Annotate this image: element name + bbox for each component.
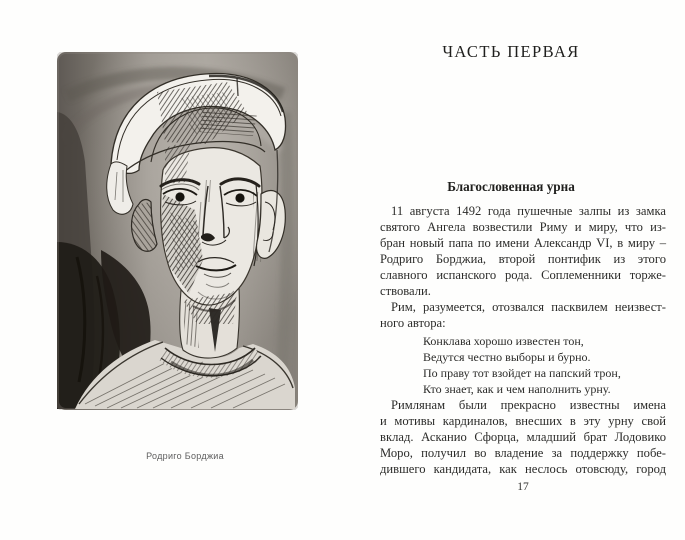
paragraph-line: и мотивы кардиналов, внесших в эту урну свой xyxy=(380,414,666,428)
paragraph-line: ного автора: xyxy=(380,316,446,330)
paragraph-line: дившего кандидата, как неслось отовсюду, город xyxy=(380,462,666,476)
verse-line: По праву тот взойдет на папский трон, xyxy=(423,366,621,380)
section-heading: Благословенная урна xyxy=(447,179,575,194)
paragraph-line: Родриго Борджиа, второй понтифик из этого xyxy=(380,252,666,266)
part-title: ЧАСТЬ ПЕРВАЯ xyxy=(442,42,580,61)
paragraph-line: Римлянам были прекрасно известны имена xyxy=(391,398,666,412)
paragraph-line: Рим, разумеется, отозвался пасквилем неизвест- xyxy=(391,300,666,314)
paragraph-line: 11 августа 1492 года пушечные залпы из замка xyxy=(391,204,666,218)
page-number: 17 xyxy=(517,481,529,493)
body-text xyxy=(380,203,666,331)
verse xyxy=(423,333,653,397)
paragraph-line: бран новый папа по имени Александр VI, в миру – xyxy=(380,236,666,250)
paragraph-line: славного испанского рода. Соплеменники торже- xyxy=(380,268,666,282)
portrait-illustration xyxy=(57,52,298,410)
verse-line: Ведутся честно выборы и бурно. xyxy=(423,350,591,364)
paragraph-line: ствовали. xyxy=(380,284,431,298)
paragraph-line: вклад. Асканио Сфорца, младший брат Лодовико xyxy=(380,430,666,444)
left-page xyxy=(57,52,298,410)
body-text-continued xyxy=(380,397,666,477)
verse-line: Кто знает, как и чем наполнить урну. xyxy=(423,382,611,396)
paragraph-line: святого Ангела возвестили Риму и миру, что из- xyxy=(380,220,666,234)
portrait-caption: Родриго Борджиа xyxy=(146,451,224,461)
verse-line: Конклава хорошо известен тон, xyxy=(423,334,584,348)
paragraph-line: Моро, получил во владение за поддержку побе- xyxy=(380,446,666,460)
